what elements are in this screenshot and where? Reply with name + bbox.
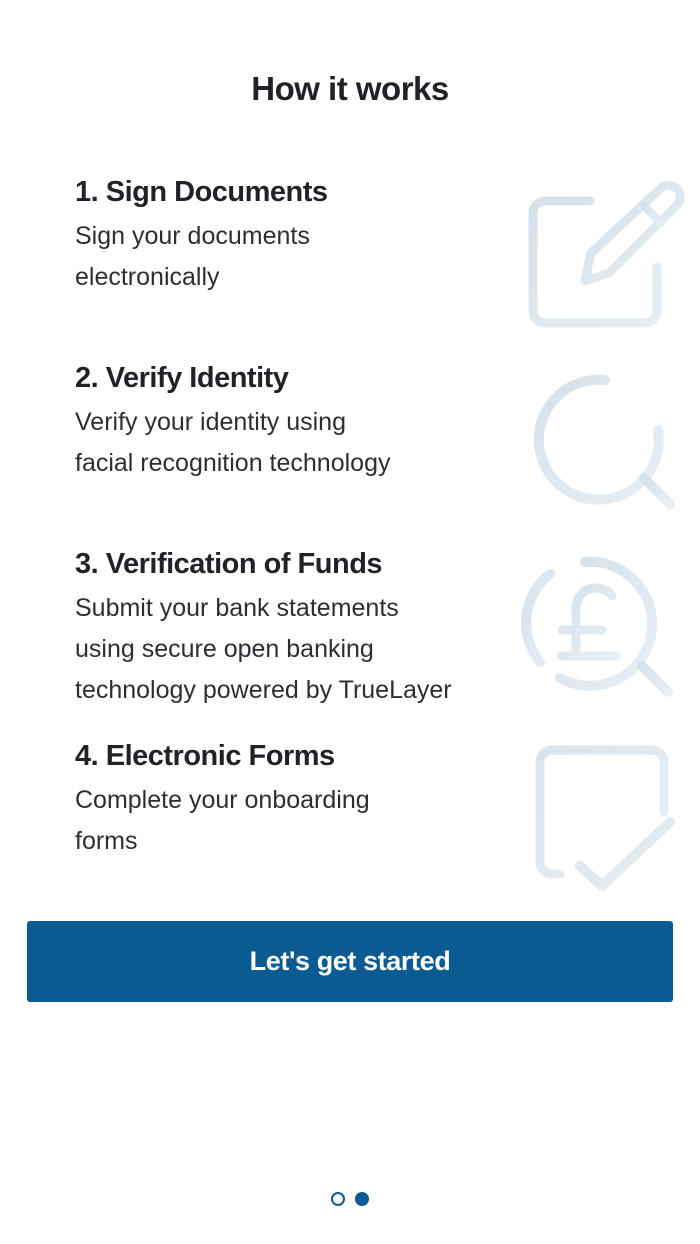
step-sign-documents [75,174,685,298]
form-check-icon [510,742,680,892]
edit-document-icon [515,179,685,329]
search-lines-icon [510,366,680,516]
step-verification-of-funds [75,546,685,711]
step-verify-identity [75,360,685,484]
step-title: 4. Electronic Forms [75,740,335,772]
step-description: Verify your identity using facial recognition technology [75,408,391,477]
step-description: Submit your bank statements using secure open banking technology powered by TrueLayer [75,594,452,704]
page-dot-2[interactable] [355,1192,369,1206]
step-description: Complete your onboarding forms [75,786,370,855]
pound-search-icon [510,552,680,702]
pagination-dots [0,1192,700,1206]
page-dot-1[interactable] [331,1192,345,1206]
page-title: How it works [251,70,449,107]
step-description: Sign your documents electronically [75,222,310,291]
step-title: 2. Verify Identity [75,362,289,394]
step-title: 1. Sign Documents [75,176,328,208]
step-title: 3. Verification of Funds [75,548,383,580]
get-started-button[interactable]: Let's get started [27,921,673,1002]
step-electronic-forms [75,738,685,862]
